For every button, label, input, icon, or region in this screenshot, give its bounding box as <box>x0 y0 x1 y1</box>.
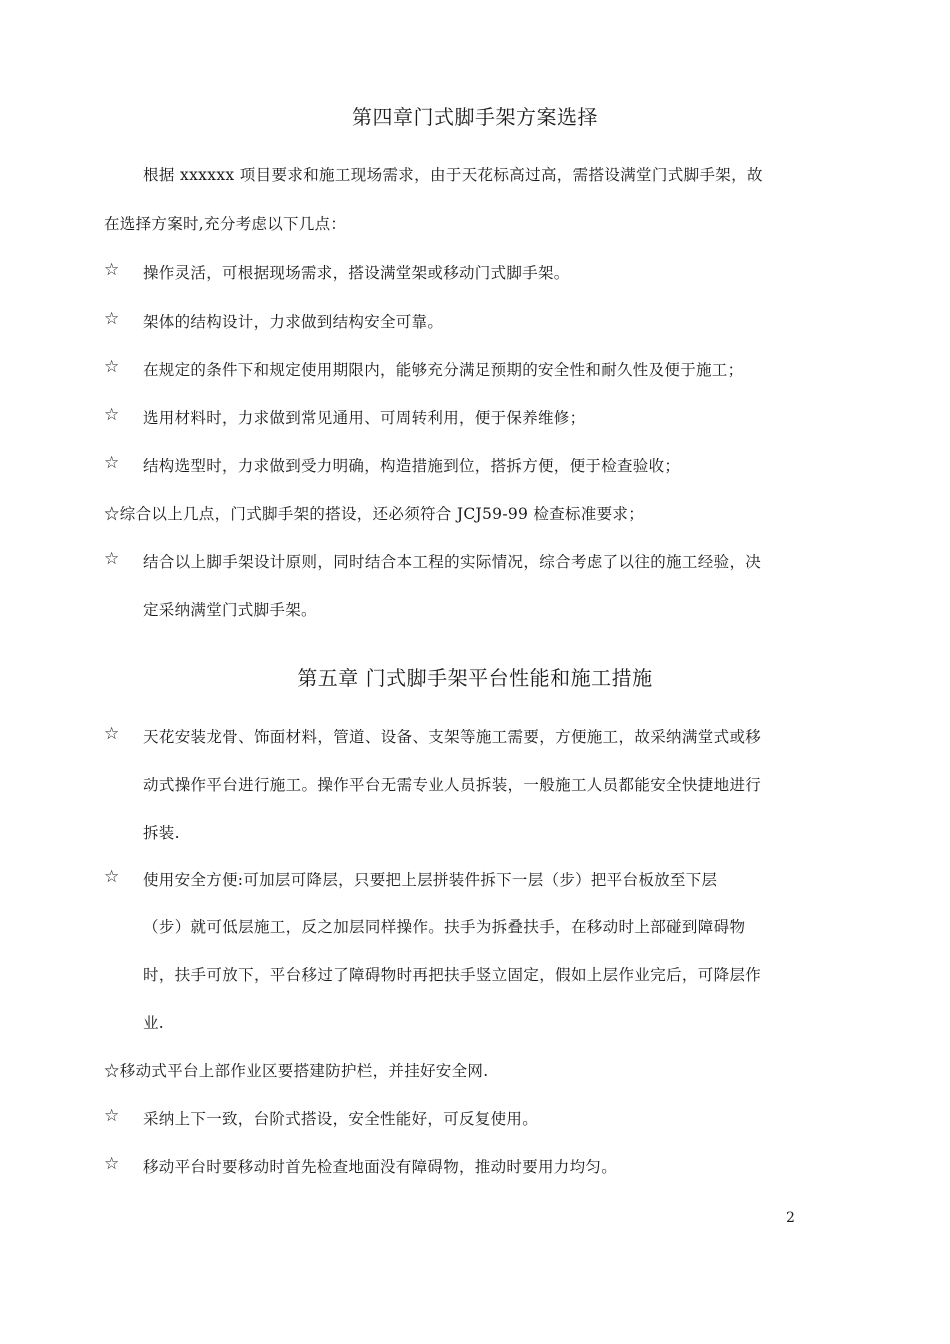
chapter4-final-item-line2: 定采纳满堂门式脚手架。 <box>143 601 317 619</box>
chapter5-item2-line1: 使用安全方便:可加层可降层，只要把上层拼装件拆下一层（步）把平台板放至下层 <box>143 871 718 889</box>
chapter4-intro-line1: 根据 xxxxxx 项目要求和施工现场需求，由于天花标高过高，需搭设满堂门式脚手架，故 <box>143 166 763 184</box>
chapter4-final-item-line1: 结合以上脚手架设计原则，同时结合本工程的实际情况，综合考虑了以往的施工经验，决 <box>143 553 762 571</box>
chapter4-intro-line2: 在选择方案时,充分考虑以下几点： <box>104 215 347 233</box>
chapter4-item-2: 架体的结构设计，力求做到结构安全可靠。 <box>143 313 444 331</box>
page-number: 2 <box>786 1210 795 1226</box>
chapter5-title: 第五章 门式脚手架平台性能和施工措施 <box>297 666 653 690</box>
chapter5-item3: 采纳上下一致，台阶式搭设，安全性能好，可反复使用。 <box>143 1110 539 1128</box>
chapter5-item4: 移动平台时要移动时首先检查地面没有障碍物，推动时要用力均匀。 <box>143 1158 618 1176</box>
star-bullet-icon: ☆ <box>104 1106 120 1126</box>
star-bullet-icon: ☆ <box>104 867 120 887</box>
star-bullet-icon: ☆ <box>104 405 120 425</box>
chapter4-title: 第四章门式脚手架方案选择 <box>352 105 598 129</box>
chapter4-item-4: 选用材料时，力求做到常见通用、可周转利用，便于保养维修； <box>143 409 586 427</box>
star-bullet-icon: ☆ <box>104 453 120 473</box>
star-bullet-icon: ☆ <box>104 260 120 280</box>
star-bullet-icon: ☆ <box>104 1154 120 1174</box>
chapter5-note: ☆移动式平台上部作业区要搭建防护栏，并挂好安全网. <box>104 1062 489 1080</box>
chapter5-item2-line2: （步）就可低层施工，反之加层同样操作。扶手为拆叠扶手，在移动时上部碰到障碍物 <box>143 918 746 936</box>
chapter5-item2-line3: 时，扶手可放下，平台移过了障碍物时再把扶手竖立固定，假如上层作业完后，可降层作 <box>143 966 762 984</box>
chapter5-item1-line3: 拆装. <box>143 824 180 842</box>
star-bullet-icon: ☆ <box>104 309 120 329</box>
chapter4-combined-note: ☆综合以上几点，门式脚手架的搭设，还必须符合 JCJ59-99 检查标准要求； <box>104 505 645 523</box>
star-bullet-icon: ☆ <box>104 549 120 569</box>
chapter4-item-5: 结构选型时，力求做到受力明确，构造措施到位，搭拆方便，便于检查验收； <box>143 457 681 475</box>
chapter5-item1-line2: 动式操作平台进行施工。操作平台无需专业人员拆装，一般施工人员都能安全快捷地进行 <box>143 776 762 794</box>
chapter5-item1-line1: 天花安装龙骨、饰面材料，管道、设备、支架等施工需要，方便施工，故采纳满堂式或移 <box>143 728 762 746</box>
chapter4-item-1: 操作灵活，可根据现场需求，搭设满堂架或移动门式脚手架。 <box>143 264 570 282</box>
star-bullet-icon: ☆ <box>104 357 120 377</box>
chapter5-item2-line4: 业. <box>143 1014 165 1032</box>
star-bullet-icon: ☆ <box>104 724 120 744</box>
chapter4-item-3: 在规定的条件下和规定使用期限内，能够充分满足预期的安全性和耐久性及便于施工； <box>143 361 744 379</box>
